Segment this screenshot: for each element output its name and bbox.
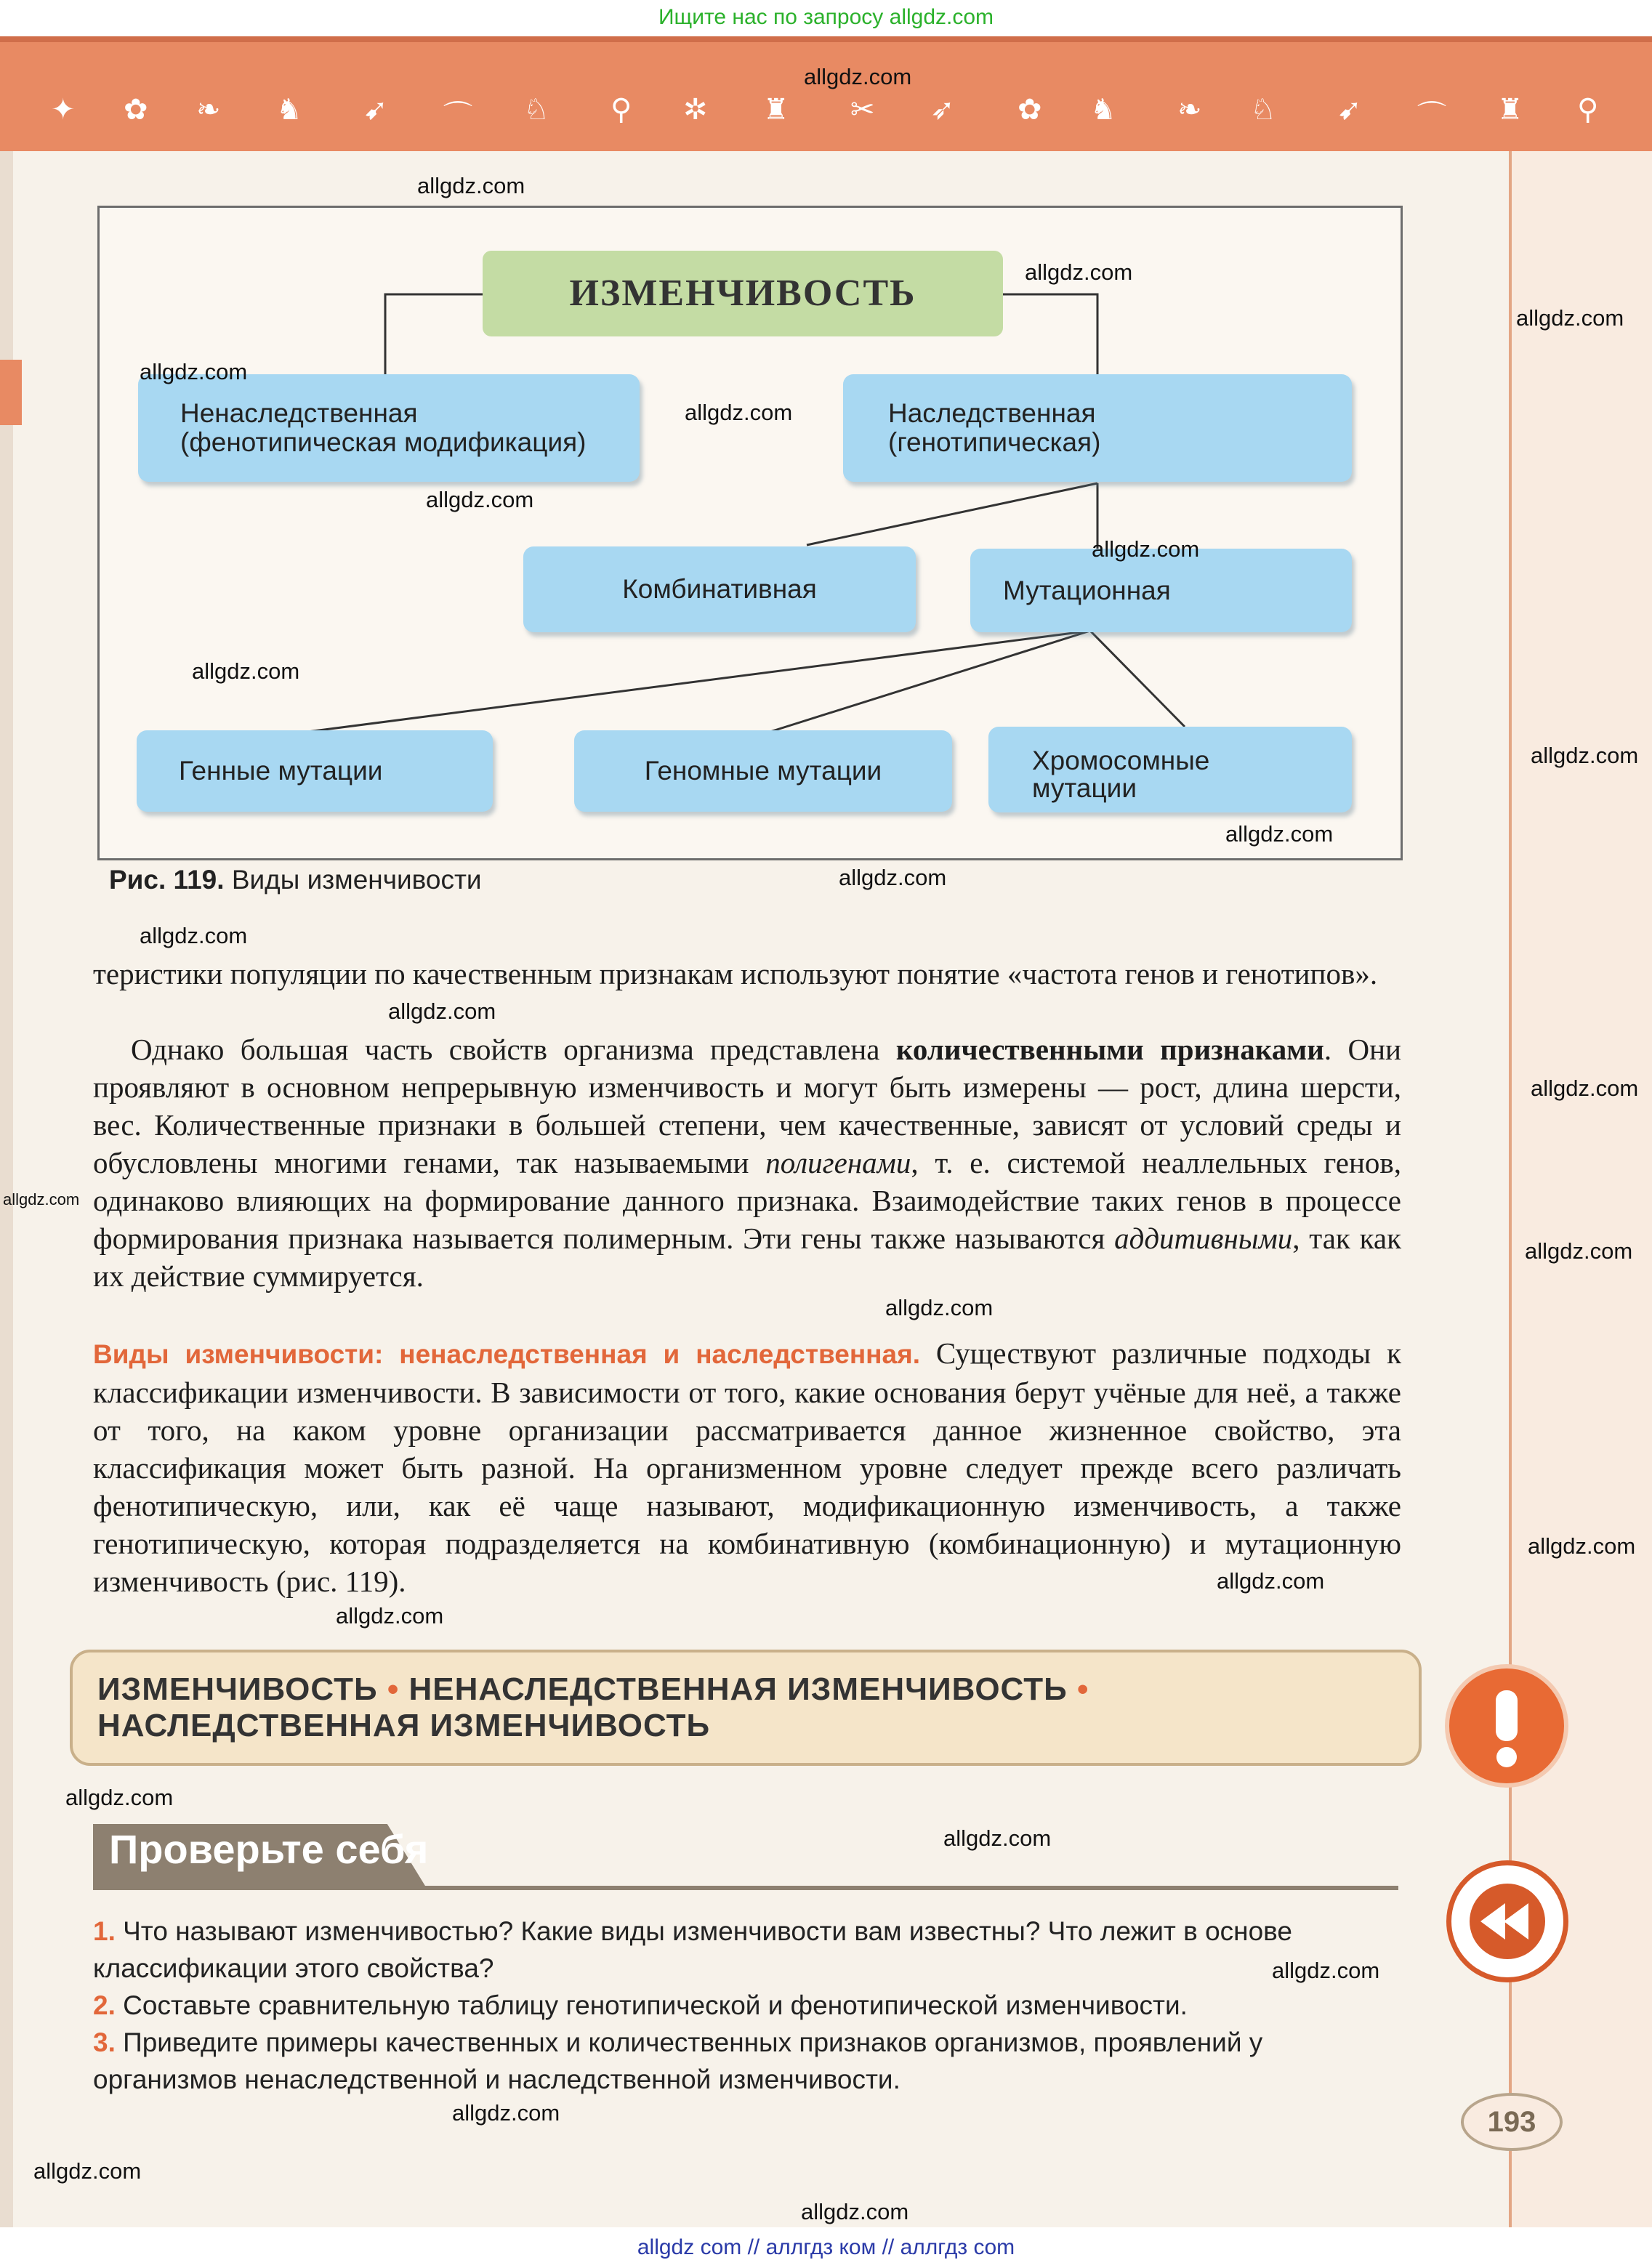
animal-silhouette-icon: ♞ — [1090, 93, 1116, 126]
connector-root-nonhereditary — [385, 294, 483, 374]
animal-silhouette-icon: ➹ — [363, 93, 388, 126]
watermark: allgdz.com — [1092, 536, 1200, 562]
p2-text-g: , так как их действие суммируется. — [93, 1222, 1402, 1293]
question-item — [93, 2024, 1401, 2098]
connector-mutational-genome — [763, 631, 1090, 734]
keywords-text — [97, 1671, 1406, 1744]
diagram-hereditary-line2: (генотипическая) — [888, 427, 1101, 457]
keyword: НАСЛЕДСТВЕННАЯ ИЗМЕНЧИВОСТЬ — [97, 1708, 711, 1743]
figure-caption — [109, 865, 482, 895]
rewind-icon[interactable] — [1446, 1860, 1568, 1982]
diagram-genome-mutations-box: Геномные мутации — [574, 730, 952, 812]
animal-silhouette-icon: ♞ — [276, 93, 302, 126]
diagram-root-box: ИЗМЕНЧИВОСТЬ — [483, 251, 1003, 336]
watermark: allgdz.com — [336, 1603, 444, 1629]
watermark: allgdz.com — [426, 487, 534, 512]
keyword-separator: • — [1076, 1671, 1089, 1707]
watermark: allgdz.com — [804, 64, 912, 89]
question-number: 3. — [93, 2027, 116, 2057]
diagram-nonhereditary-line2: (фенотипическая модификация) — [180, 427, 587, 457]
watermark: allgdz.com — [65, 1785, 174, 1810]
watermark: allgdz.com — [33, 2158, 142, 2184]
question-item — [93, 1987, 1401, 2024]
diagram-combinative-box: Комбинативная — [523, 546, 916, 632]
animal-silhouette-icon: ⌒ — [443, 100, 472, 133]
watermark: allgdz.com — [1217, 1568, 1325, 1594]
bottom-banner[interactable]: allgdz com // аллгдз ком // аллгдз com — [0, 2227, 1652, 2268]
p2-text-a: Однако большая часть свойств организма представлена — [131, 1033, 896, 1066]
diagram-hereditary-box — [843, 374, 1352, 482]
top-banner[interactable]: Ищите нас по запросу allgdz.com — [0, 0, 1652, 36]
watermark: allgdz.com — [1531, 1076, 1639, 1101]
connector-mutational-gene — [291, 631, 1090, 734]
animal-silhouette-icon: ⚲ — [611, 93, 632, 126]
connector-hereditary-combinative — [807, 483, 1097, 545]
question-number: 1. — [93, 1916, 116, 1946]
p2-italic-polygenes: полигенами — [765, 1146, 911, 1179]
watermark: allgdz.com — [140, 923, 248, 948]
animal-silhouette-icon: ➶ — [930, 93, 955, 126]
diagram-hereditary-line1: Наследственная — [888, 398, 1096, 428]
animal-silhouette-icon: ♜ — [763, 93, 789, 126]
animal-silhouette-icon: ✿ — [124, 93, 148, 126]
animal-silhouette-icon: ❧ — [1177, 93, 1202, 126]
diagram-gene-mutations-box: Генные мутации — [137, 730, 493, 812]
watermark: allgdz.com — [140, 359, 248, 384]
paragraph-1: теристики популяции по качественным признакам используют понятие «частота генов и генотипов». — [93, 957, 1378, 990]
watermark: allgdz.com — [1272, 1958, 1380, 1983]
diagram-chromosomal-line2: мутации — [1032, 773, 1137, 803]
watermark: allgdz.com — [1516, 305, 1624, 331]
question-text: Что называют изменчивостью? Какие виды изменчивости вам известны? Что лежит в основе классификации этого свойства? — [93, 1916, 1292, 1983]
watermark: allgdz.com — [417, 173, 525, 198]
page-number: 193 — [1461, 2093, 1563, 2151]
figure-number: Рис. 119. — [109, 865, 225, 895]
animal-silhouette-icon: ➹ — [1337, 93, 1362, 126]
diagram-nonhereditary-line1: Ненаследственная — [180, 398, 418, 428]
keyword-separator: • — [387, 1671, 400, 1707]
exclamation-icon — [1445, 1664, 1568, 1788]
watermark: allgdz.com — [1528, 1533, 1636, 1559]
question-item — [93, 1913, 1401, 1987]
watermark: allgdz.com — [839, 865, 947, 890]
animal-silhouette-icon: ✿ — [1018, 93, 1042, 126]
check-yourself-title: Проверьте себя — [109, 1826, 429, 1872]
section-heading: Виды изменчивости: ненаследственная и наследственная. — [93, 1339, 920, 1369]
keyword: ИЗМЕНЧИВОСТЬ — [97, 1671, 378, 1707]
watermark: allgdz.com — [192, 658, 300, 684]
watermark: allgdz.com — [1525, 1238, 1633, 1264]
animal-silhouette-icon: ✂ — [850, 93, 875, 126]
check-yourself-rule — [93, 1886, 1398, 1890]
p2-text-e: , т. е. системой неаллельных генов, одинаково влияющих на формирование данного признака. Взаимодействие таких генов в процессе формирования признака называется полимерным. Эти гены также называются — [93, 1146, 1402, 1255]
animal-silhouette-icon: ✲ — [683, 93, 708, 126]
keyword: НЕНАСЛЕДСТВЕННАЯ ИЗМЕНЧИВОСТЬ — [408, 1671, 1068, 1707]
diagram-nonhereditary-box — [138, 374, 640, 482]
animal-silhouette-icon: ❧ — [196, 93, 221, 126]
animal-silhouette-icon: ♜ — [1497, 93, 1523, 126]
diagram-chromosomal-line1: Хромосомные — [1032, 746, 1210, 775]
p2-italic-additive: аддитивными — [1114, 1222, 1293, 1255]
watermark: allgdz.com — [1531, 743, 1639, 768]
diagram-mutational-box: Мутационная — [970, 549, 1352, 632]
figure-title: Виды изменчивости — [231, 865, 482, 895]
watermark: allgdz.com — [885, 1295, 994, 1320]
watermark: allgdz.com — [685, 400, 793, 425]
question-text: Составьте сравнительную таблицу генотипической и фенотипической изменчивости. — [123, 1990, 1188, 2020]
diagram-chromosomal-mutations-box — [988, 727, 1352, 812]
p2-bold-term: количественными признаками — [895, 1033, 1324, 1066]
paragraph-2 — [93, 1030, 1401, 1295]
animal-silhouette-icon: ♘ — [1250, 93, 1276, 126]
watermark: allgdz.com — [1225, 821, 1334, 847]
connector-root-hereditary — [1003, 294, 1097, 374]
connector-mutational-chromosomal — [1090, 631, 1185, 727]
watermark: allgdz.com — [943, 1825, 1052, 1851]
paragraph-3 — [93, 1334, 1401, 1600]
animal-silhouette-icon: ⚲ — [1577, 93, 1599, 126]
p3-body: Существуют различные подходы к классификации изменчивости. В зависимости от того, какие основания берут учёные для неё, а также от того, на каком уровне организации рассматривается данное жизненное свойство, эта классификация может быть разной. На организменном уровне следует прежде всего различать фенотипическую, или, как её чаще называют, модификационную изменчивость, а также генотипическую, которая подразделяется на комбинативную (комбинационную) и мутационную изменчивость (рис. 119). — [93, 1336, 1401, 1598]
watermark: allgdz.com — [1025, 259, 1133, 285]
animal-silhouette-icon: ✦ — [51, 93, 76, 126]
p2-text-c: . Они проявляют в основном непрерывную изменчивость и могут быть измерены — рост, длина шерсти, вес. Количественные признаки в большей степени, чем качественные, зависят от условий среды и обусловлены многими генами, так называемыми — [93, 1033, 1401, 1179]
watermark: allgdz.com — [452, 2100, 560, 2126]
animal-silhouette-icon: ⌒ — [1417, 100, 1446, 133]
question-number: 2. — [93, 1990, 116, 2020]
watermark: allgdz.com — [801, 2199, 909, 2224]
watermark: allgdz.com — [3, 1190, 80, 1208]
watermark: allgdz.com — [388, 998, 496, 1024]
animal-silhouette-icon: ♘ — [523, 93, 549, 126]
question-text: Приведите примеры качественных и количественных признаков организмов, проявлений у организмов ненаследственной и наследственной изменчивости. — [93, 2027, 1263, 2094]
